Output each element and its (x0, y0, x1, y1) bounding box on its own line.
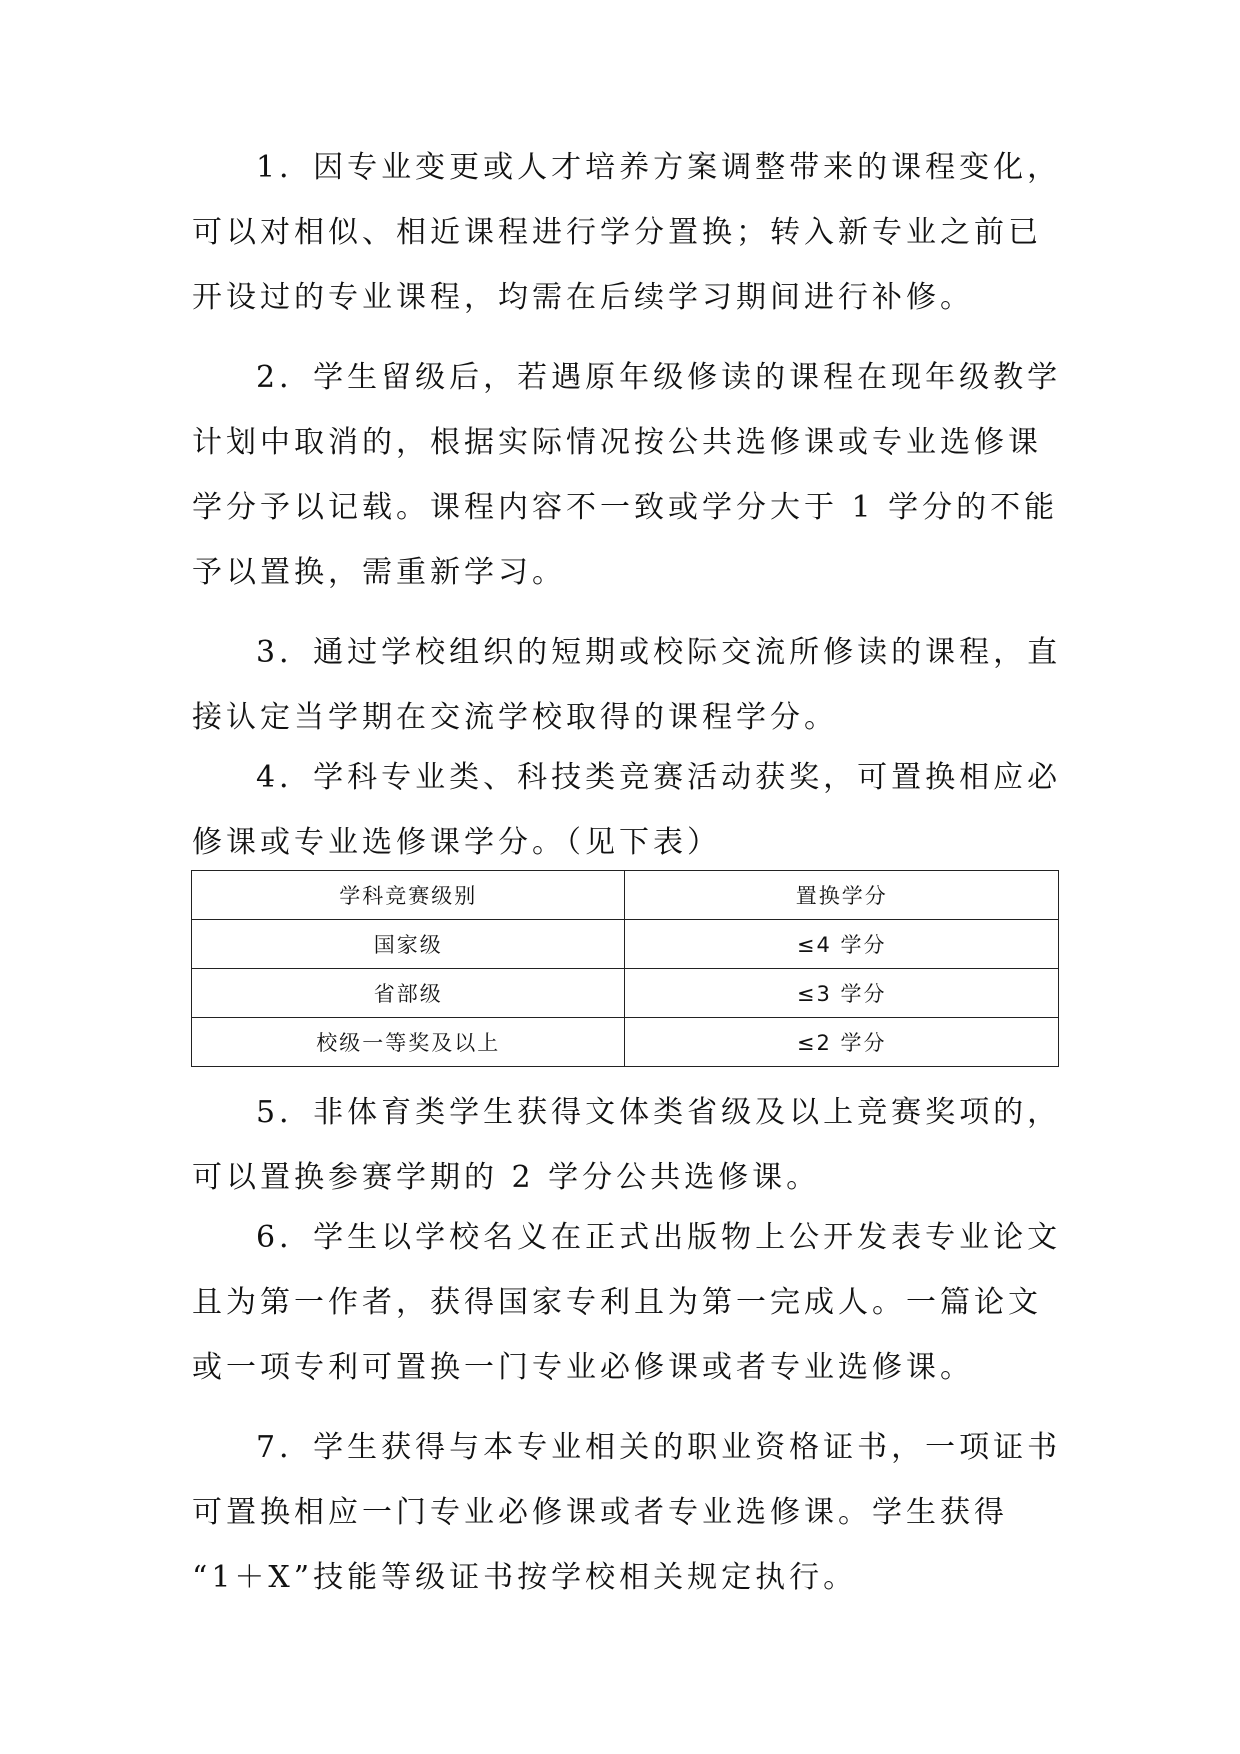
paragraph-line: 接认定当学期在交流学校取得的课程学分。 (192, 700, 838, 735)
paragraph-7 (192, 1415, 1062, 1610)
table-cell: ≤3 学分 (625, 969, 1059, 1018)
paragraph-line: 学分予以记载。课程内容不一致或学分大于 1 学分的不能 (192, 490, 1059, 525)
paragraph-line: 1．因专业变更或人才培养方案调整带来的课程变化， (256, 150, 1062, 185)
paragraph-2 (192, 345, 1062, 605)
paragraph-line: 修课或专业选修课学分。（见下表） (192, 825, 721, 860)
table-cell: 国家级 (192, 920, 625, 969)
paragraph-line: 计划中取消的，根据实际情况按公共选修课或专业选修课 (192, 425, 1042, 460)
paragraph-line: 4．学科专业类、科技类竞赛活动获奖，可置换相应必 (256, 760, 1062, 795)
paragraph-4 (192, 745, 1062, 875)
table-row (192, 920, 1059, 969)
paragraph-line: 可置换相应一门专业必修课或者专业选修课。学生获得 (192, 1495, 1008, 1530)
paragraph-line: 2．学生留级后，若遇原年级修读的课程在现年级教学 (256, 360, 1062, 395)
table-header-cell: 置换学分 (625, 871, 1059, 920)
paragraph-line: 可以置换参赛学期的 2 学分公共选修课。 (192, 1160, 821, 1195)
paragraph-line: 开设过的专业课程，均需在后续学习期间进行补修。 (192, 280, 974, 315)
table-row (192, 1018, 1059, 1067)
competition-credit-table (191, 870, 1059, 1067)
paragraph-3 (192, 620, 1062, 750)
table-header-cell: 学科竞赛级别 (192, 871, 625, 920)
table-row (192, 969, 1059, 1018)
table-cell: ≤2 学分 (625, 1018, 1059, 1067)
paragraph-1 (192, 135, 1062, 330)
paragraph-line: 予以置换，需重新学习。 (192, 555, 566, 590)
table-header-row (192, 871, 1059, 920)
paragraph-line: 或一项专利可置换一门专业必修课或者专业选修课。 (192, 1350, 974, 1385)
paragraph-5 (192, 1080, 1062, 1210)
paragraph-line: 可以对相似、相近课程进行学分置换；转入新专业之前已 (192, 215, 1042, 250)
table-cell: 省部级 (192, 969, 625, 1018)
paragraph-line: 6．学生以学校名义在正式出版物上公开发表专业论文 (256, 1220, 1062, 1255)
paragraph-6 (192, 1205, 1062, 1400)
table-cell: ≤4 学分 (625, 920, 1059, 969)
paragraph-line: 5．非体育类学生获得文体类省级及以上竞赛奖项的， (256, 1095, 1062, 1130)
paragraph-line: 且为第一作者，获得国家专利且为第一完成人。一篇论文 (192, 1285, 1042, 1320)
paragraph-line: “1＋X”技能等级证书按学校相关规定执行。 (192, 1560, 858, 1595)
table-cell: 校级一等奖及以上 (192, 1018, 625, 1067)
paragraph-line: 3．通过学校组织的短期或校际交流所修读的课程，直 (256, 635, 1062, 670)
paragraph-line: 7．学生获得与本专业相关的职业资格证书，一项证书 (256, 1430, 1062, 1465)
